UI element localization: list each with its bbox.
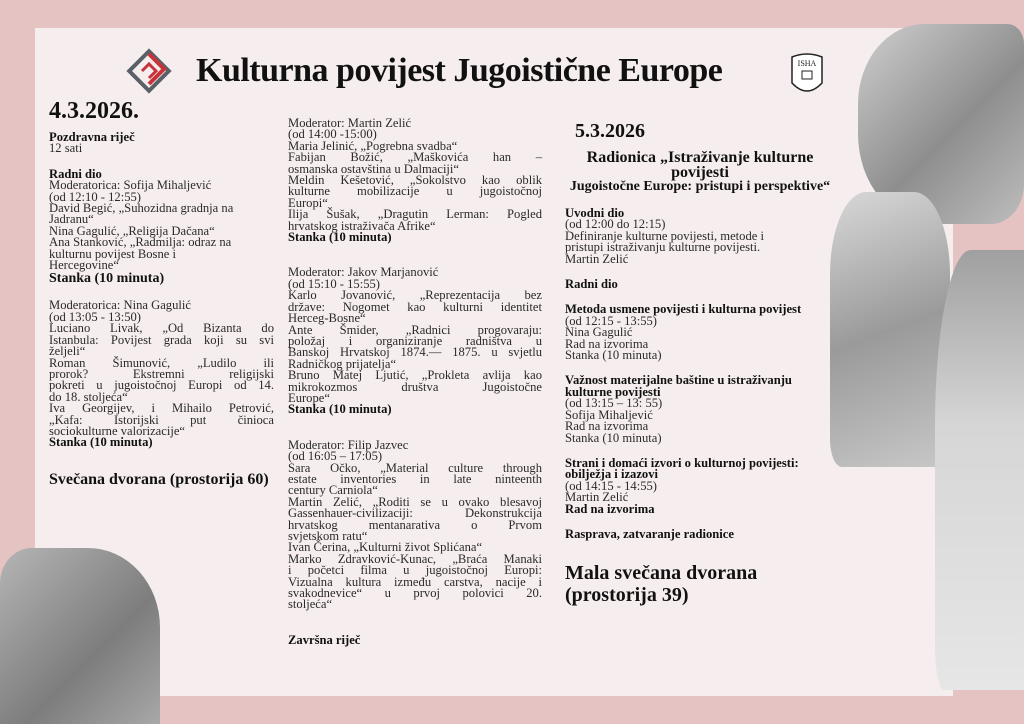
photo-tattooed-hands xyxy=(830,192,950,467)
program-line: Marko Zdravković-Kunac, „Braća Manaki xyxy=(288,551,542,566)
program-section xyxy=(288,437,542,612)
section-heading: Rasprava, zatvaranje radionice xyxy=(565,526,734,541)
program-line: (od 15:10 - 15:55) xyxy=(288,276,380,291)
section-heading: Stanka (10 minuta) xyxy=(49,271,165,287)
program-line: Ante Šmider, „Radnici progovaraju: xyxy=(288,322,542,337)
program-line: Europe“ xyxy=(288,390,330,405)
program-line: Moderator: Filip Jazvec xyxy=(288,437,409,452)
program-line: Luciano Livak, „Od Bizanta do xyxy=(49,321,274,336)
program-section xyxy=(565,526,835,541)
conference-logo xyxy=(126,48,172,94)
program-section xyxy=(565,208,835,265)
program-line: (od 12:00 do 12:15) xyxy=(565,217,666,232)
section-heading: Rad na izvorima xyxy=(565,501,655,516)
program-line: (od 14:00 -15:00) xyxy=(288,127,377,142)
program-section xyxy=(565,455,835,516)
program-line: Ilija Šušak, „Dragutin Lerman: Pogled xyxy=(288,207,542,222)
section-heading: Stanka (10 minuta) xyxy=(49,435,153,450)
program-line: Gassenhauer-civilizaciji: Dekonstrukcija xyxy=(288,506,542,521)
section-heading: Pozdravna riječ xyxy=(49,130,135,144)
program-line: Hercegovine“ xyxy=(49,258,119,273)
svg-text:ISHA: ISHA xyxy=(797,59,817,68)
program-line: pokreti u jugoistočnoj Europi od 14. xyxy=(49,378,274,393)
program-line: David Begić, „Suhozidna gradnja na xyxy=(49,201,234,216)
program-line: Roman Šimunović, „Ludilo ili xyxy=(49,355,274,370)
program-line: stoljeća“ xyxy=(288,597,333,612)
program-line: hrvatskog istraživača Afrike“ xyxy=(288,218,436,233)
program-line: Radničkog prijatelja“ xyxy=(288,356,397,371)
program-line: estate inventories in late ninteenth xyxy=(288,471,542,486)
program-line: prorok? Ekstremni religijski xyxy=(49,366,274,381)
section-heading: Metoda usmene povijesti i kulturna povijest xyxy=(565,302,802,317)
program-line: Meldin Kešetović, „Sokolstvo kao oblik xyxy=(288,173,542,188)
program-line: željeli“ xyxy=(49,344,86,359)
sculpture-photo xyxy=(0,548,160,724)
program-line: Definiranje kulturne povijesti, metode i xyxy=(565,228,764,243)
program-line: Maria Jelinić, „Pogrebna svadba“ xyxy=(288,138,458,153)
program-section xyxy=(565,304,835,361)
day2-date: 5.3.2026 xyxy=(575,120,645,142)
program-line: Martin Zelić xyxy=(565,490,629,505)
program-line: (od 16:05 – 17:05) xyxy=(288,449,383,464)
program-line: Rad na izvorima xyxy=(565,419,649,434)
program-section xyxy=(288,118,542,243)
day1-venue: Svečana dvorana (prostorija 60) xyxy=(49,470,269,488)
program-line: (od 12:10 - 12:55) xyxy=(49,189,141,204)
program-line: Ana Stanković, „Radmilja: odraz na xyxy=(49,235,232,250)
photo-woman xyxy=(935,250,1024,690)
program-line: države: Nogomet kao kulturni identitet xyxy=(288,299,542,314)
program-line: Ivan Čerina, „Kulturni život Splićana“ xyxy=(288,540,483,555)
program-line: svjetskom ratu“ xyxy=(288,529,368,543)
program-line: položaj i organiziranje radništva u xyxy=(288,333,542,348)
program-line: Vizualna kultura između carstva, nacije i xyxy=(288,574,542,589)
section-heading: Strani i domaći izvori o kulturnoj povijesti: xyxy=(565,455,799,470)
program-line: „Kafa: Istorijski put činioca xyxy=(49,412,274,427)
day1-column-1 xyxy=(49,98,274,489)
program-line: Stanka (10 minuta) xyxy=(565,430,662,445)
day1-column-2 xyxy=(288,118,542,670)
program-line: 12 sati xyxy=(49,141,83,156)
program-line: Banskoj Hrvatskoj 1874.— 1875. u svjetlu xyxy=(288,345,542,360)
program-line: (od 13:05 - 13:50) xyxy=(49,309,141,324)
workshop-subtitle: Jugoistočne Europe: pristupi i perspektive“ xyxy=(569,179,831,194)
program-line: Martin Zelić xyxy=(565,251,629,266)
day2-column xyxy=(565,118,835,606)
section-heading: Uvodni dio xyxy=(565,206,625,220)
program-section xyxy=(49,132,274,155)
program-line: Moderator: Jakov Marjanović xyxy=(288,265,439,280)
program-line: hrvatskog mentanarativa o Prvom xyxy=(288,517,542,532)
program-line: do 18. stoljeća“ xyxy=(49,389,128,404)
program-line: Jadranu“ xyxy=(49,212,94,227)
section-heading: obilježja i izazovi xyxy=(565,467,659,482)
program-line: Sofija Mihaljević xyxy=(565,407,653,422)
program-line: century Carniola“ xyxy=(288,483,378,498)
program-section xyxy=(565,375,835,443)
program-line: Moderatorica: Nina Gagulić xyxy=(49,298,191,313)
section-heading: Završna riječ xyxy=(288,632,361,647)
day1-date: 4.3.2026. xyxy=(49,98,139,124)
program-line: Fabijan Božić, „Maškovića han – xyxy=(288,150,542,165)
program-line: (od 13:15 – 13: 55) xyxy=(565,396,663,411)
program-line: osmanska ostavština u Dalmaciji“ xyxy=(288,161,460,176)
program-line: Karlo Jovanović, „Reprezentacija bez xyxy=(288,288,542,303)
section-heading: Stanka (10 minuta) xyxy=(288,402,392,417)
isha-logo xyxy=(790,53,824,97)
program-line: Moderatorica: Sofija Mihaljević xyxy=(49,178,212,193)
program-section xyxy=(288,632,542,647)
program-section xyxy=(565,279,835,290)
program-section xyxy=(288,267,542,415)
program-line: pristupi istraživanju kulturne povijesti. xyxy=(565,240,761,255)
program-line: Stanka (10 minuta) xyxy=(565,348,662,363)
program-line: Sara Očko, „Material culture through xyxy=(288,460,542,475)
program-line: Nina Gagulić xyxy=(565,325,633,340)
program-line: Rad na izvorima xyxy=(565,336,649,351)
day2-venue: Mala svečana dvorana (prostorija 39) xyxy=(565,562,758,607)
program-line: Nina Gagulić, „Religija Dačana“ xyxy=(49,223,215,238)
program-line: i početci filma u jugoistočnoj Europi: xyxy=(288,563,542,578)
poster-title: Kulturna povijest Jugoistične Europe xyxy=(196,52,723,89)
program-line: Europi“ xyxy=(288,195,328,210)
program-line: svakodnevice“ u prvoj polovici 20. xyxy=(288,586,542,601)
program-line: Moderator: Martin Zelić xyxy=(288,116,412,130)
program-line: Martin Zelić, „Roditi se u ovako blesavoj xyxy=(288,494,542,509)
program-line: (od 14:15 - 14:55) xyxy=(565,478,657,493)
program-line: (od 12:15 - 13:55) xyxy=(565,313,657,328)
section-heading: Radni dio xyxy=(49,166,102,181)
program-line: Herceg-Bosne“ xyxy=(288,311,366,326)
program-line: kulturnu povijest Bosne i xyxy=(49,246,176,261)
section-heading: Važnost materijalne baštine u istraživanju xyxy=(565,373,792,388)
program-line: Istanbula: Povijest grada koji su svi xyxy=(49,332,274,347)
program-section xyxy=(49,300,274,448)
section-heading: kulturne povijesti xyxy=(565,384,661,399)
program-line: mikrokozmos društva Jugoistočne xyxy=(288,379,542,394)
program-section xyxy=(49,166,274,287)
workshop-title: Radionica „Istraživanje kulturne povijesti xyxy=(586,149,814,181)
program-line: Bruno Matej Ljutić, „Prokleta avlija kao xyxy=(288,368,542,383)
section-heading: Radni dio xyxy=(565,277,618,292)
section-heading: Stanka (10 minuta) xyxy=(288,230,392,245)
program-line: Iva Georgijev, i Mihailo Petrović, xyxy=(49,401,274,416)
program-line: kulturne mobilizacije u jugoistočnoj xyxy=(288,184,542,199)
program-line: sociokulturne valorizacije“ xyxy=(49,423,186,438)
